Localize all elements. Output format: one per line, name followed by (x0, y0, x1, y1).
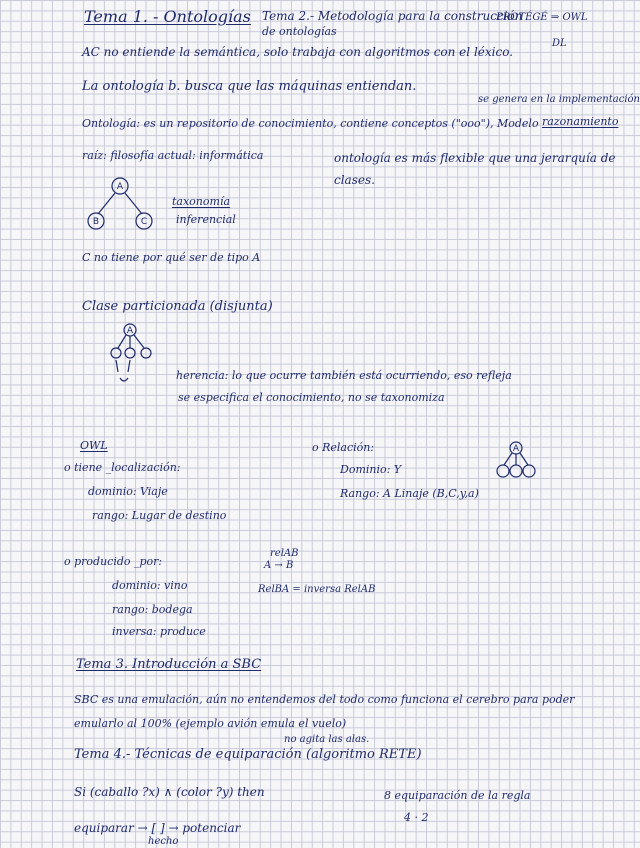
c-tipo-a-line: C no tiene por qué ser de tipo A (82, 251, 261, 264)
equiparacion-nums: 4 · 2 (404, 811, 429, 824)
relation-tree-diagram (494, 440, 544, 485)
rule-line: Si (caballo ?x) ∧ (color ?y) then (74, 785, 265, 799)
owl-heading: OWL (80, 439, 108, 452)
tema2-title: Tema 2.- Metodología para la construcción (262, 9, 523, 23)
relba-line: RelBA = inversa RelAB (258, 584, 376, 595)
dl-label: DL (552, 38, 567, 49)
especifica-line: se especifica el conocimiento, no se taxonomiza (178, 391, 445, 404)
tema1-title: Tema 1. - Ontologías (84, 7, 251, 26)
equiparacion-count: 8 equiparación de la regla (384, 789, 531, 802)
clase-particionada: Clase particionada (disjunta) (82, 299, 273, 314)
razonamiento-word: razonamiento (542, 115, 619, 128)
node-a-label: A (512, 444, 520, 454)
ontologia-definition: La ontología b. busca que las máquinas entiendan. (82, 79, 417, 94)
inferencial-label: inferencial (176, 213, 236, 226)
taxonomy-tree-diagram (80, 176, 160, 236)
ac-line: AC no entiende la semántica, solo trabaja con algoritmos con el léxico. (82, 45, 514, 59)
side-note: se genera en la implementación (478, 94, 640, 105)
raiz-line: raíz: filosofía actual: informática (82, 149, 264, 162)
sbc-line-cont: emularlo al 100% (ejemplo avión emula el vuelo) (74, 717, 347, 730)
dominio-vino: dominio: vino (112, 579, 188, 592)
tema2-title-cont: de ontologías (262, 25, 337, 38)
taxonomia-label: taxonomía (172, 195, 231, 208)
rango-a: Rango: A Linaje (B,C,y,a) (340, 487, 479, 500)
a-to-b: A → B (264, 560, 294, 571)
dominio-viaje: dominio: Viaje (88, 485, 168, 498)
tema3-heading: Tema 3. Introducción a SBC (76, 657, 262, 672)
rango-lugar: rango: Lugar de destino (92, 509, 227, 522)
relacion-label: o Relación: (312, 441, 375, 454)
flexible-line-cont: clases. (334, 173, 375, 187)
disjoint-tree-diagram (104, 322, 164, 392)
hecho-label: hecho (148, 836, 179, 847)
tiene-localizacion: o tiene _localización: (64, 461, 181, 474)
tema4-heading: Tema 4.- Técnicas de equiparación (algoritmo RETE) (74, 747, 422, 762)
dominio-y: Dominio: Y (340, 463, 402, 476)
sbc-line: SBC es una emulación, aún no entendemos del todo como funciona el cerebro para poder (74, 693, 575, 706)
rango-bodega: rango: bodega (112, 603, 193, 616)
inversa-produce: inversa: produce (112, 625, 206, 638)
herencia-line: herencia: lo que ocurre también está ocurriendo, eso refleja (176, 369, 512, 382)
node-b-label: B (92, 217, 100, 227)
protege-owl: PROTÉGÉ ⇒ OWL (496, 12, 588, 23)
node-a-label: A (126, 326, 134, 336)
flexible-line: ontología es más flexible que una jerarquía de (334, 151, 616, 165)
node-c-label: C (140, 217, 148, 227)
sbc-note: no agita las alas. (284, 734, 370, 745)
producido-por: o producido _por: (64, 555, 163, 568)
equiparar-line: equiparar → [ ] → potenciar (74, 821, 241, 835)
node-a-label: A (116, 182, 124, 192)
relab-label: relAB (270, 548, 299, 559)
repositorio-line: Ontología: es un repositorio de conocimiento, contiene conceptos ("ooo"), Modelo (82, 117, 539, 130)
